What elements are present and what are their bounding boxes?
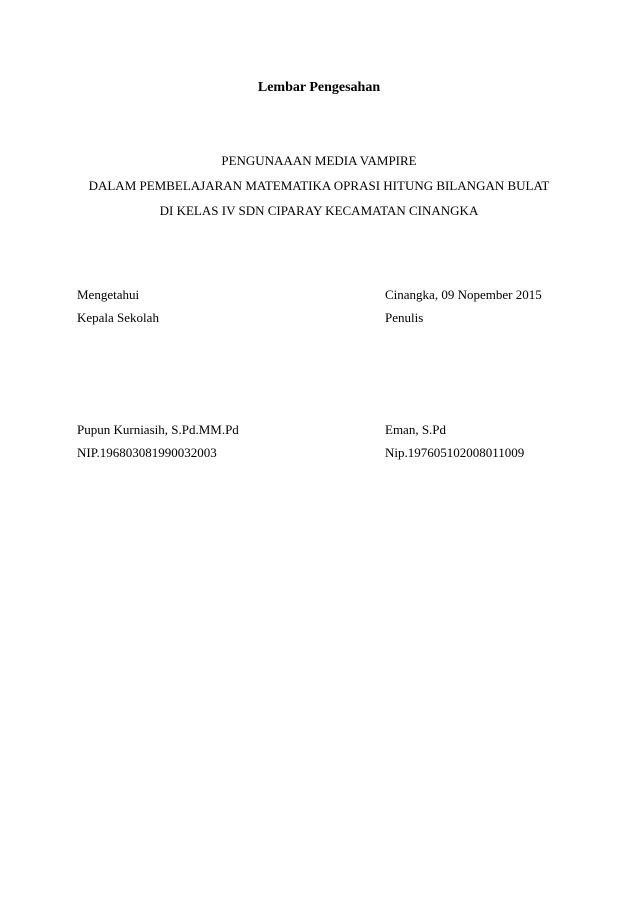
page-title: Lembar Pengesahan [257,80,381,95]
right-signatory-name: Eman, S.Pd [385,422,447,437]
right-place-date: Cinangka, 09 Nopember 2015 [385,287,542,302]
left-signatory-name: Pupun Kurniasih, S.Pd.MM.Pd [77,422,239,437]
subject-line-1: PENGUNAAAN MEDIA VAMPIRE [221,153,417,168]
subject-line-2: DALAM PEMBELAJARAN MATEMATIKA OPRASI HITUNG BILANGAN BULAT [88,178,550,193]
left-acknowledged-label: Mengetahui [77,287,140,302]
right-role-label: Penulis [385,310,424,325]
left-role-label: Kepala Sekolah [77,310,159,325]
left-signatory-id: NIP.196803081990032003 [77,445,217,460]
right-signatory-id: Nip.197605102008011009 [385,445,525,460]
subject-line-3: DI KELAS IV SDN CIPARAY KECAMATAN CINANGKA [159,203,479,218]
